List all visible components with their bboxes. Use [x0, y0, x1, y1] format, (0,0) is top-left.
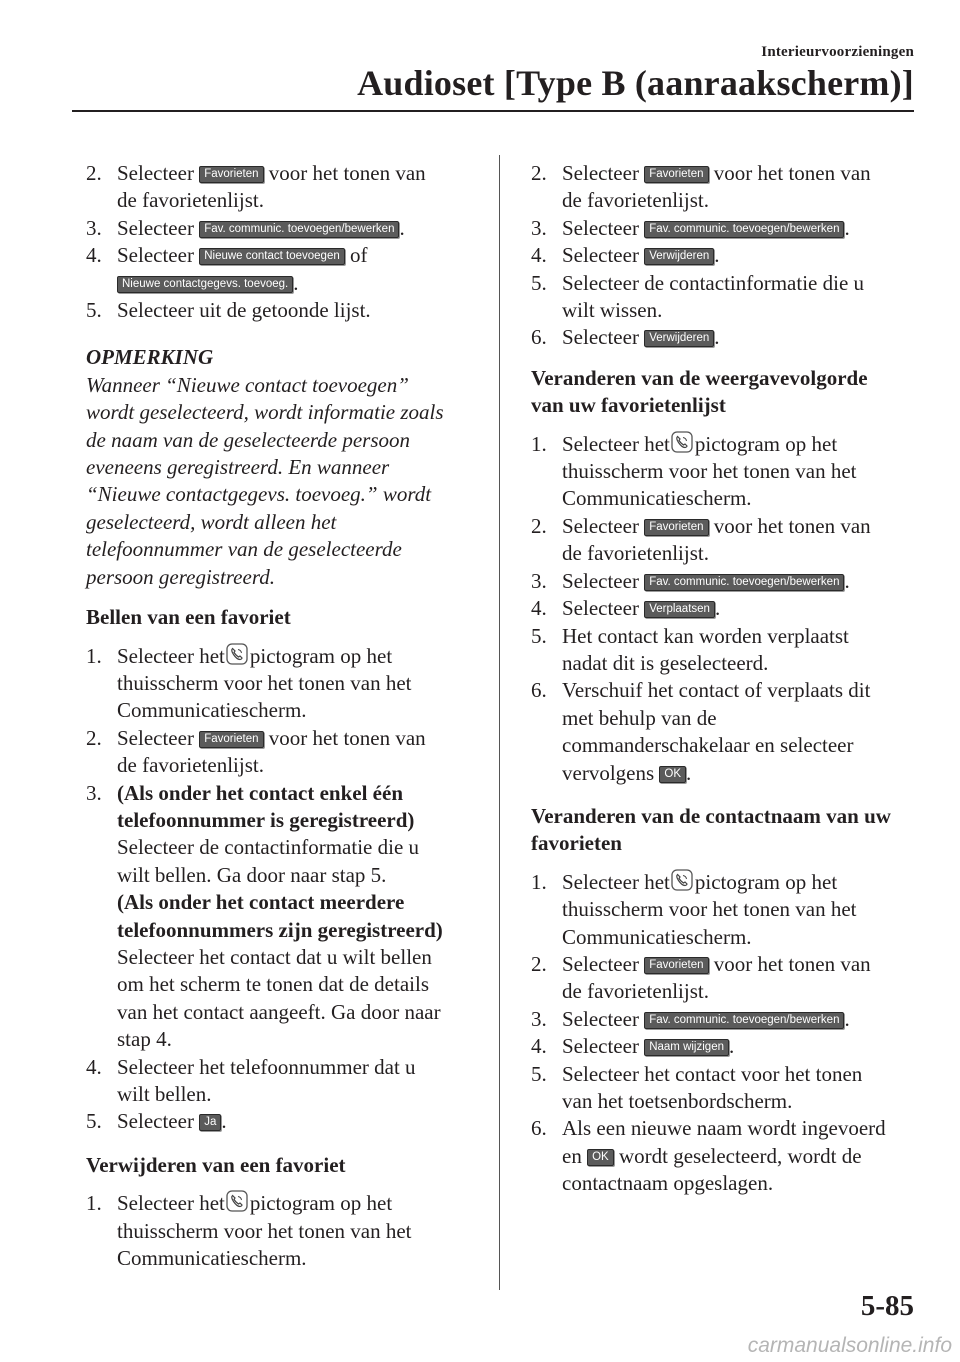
delete-step-1: 1. Selecteer het pictogram op het thuisscherm voor het tonen van het Communicatiescherm. [86, 1191, 412, 1271]
rename-step-4: 4. Selecteer Naam wijzigen . [531, 1034, 735, 1059]
delete-favorite-heading: Verwijderen van een favoriet [86, 1152, 346, 1177]
delete-step-2: 2. Selecteer Favorieten voor het tonen van de favorietenlijst. [531, 161, 871, 213]
note-body: Wanneer “Nieuwe contact toevoegen” wordt geselecteerd, wordt informatie zoals de naam van de geselecteerde persoon eveneens geregistreerd. En wanneer “Nieuwe contactgegevs. toevoeg.” wordt geselecteerd, wordt alleen het telefoonnummer van de geselecteerde persoon geregistreerd. [86, 372, 444, 589]
rename-step-2: 2. Selecteer Favorieten voor het tonen van de favorietenlijst. [531, 951, 871, 1004]
rename-step-3: 3. Selecteer Fav. communic. toevoegen/bewerken . [531, 1006, 850, 1031]
ok-button[interactable]: OK [659, 766, 686, 783]
column-divider [499, 155, 500, 1290]
delete-step-3: 3. Selecteer Fav. communic. toevoegen/bewerken . [531, 215, 850, 240]
order-favorites-heading: Veranderen van de weergavevolgorde van uw favorietenlijst [531, 365, 868, 418]
verwijderen-button[interactable]: Verwijderen [644, 248, 714, 265]
phone-icon[interactable] [671, 431, 693, 453]
delete-step-4: 4. Selecteer Verwijderen . [531, 243, 720, 268]
phone-icon[interactable] [671, 869, 693, 891]
order-step-3: 3. Selecteer Fav. communic. toevoegen/bewerken . [531, 568, 850, 593]
add-step-3: 3. Selecteer Fav. communic. toevoegen/bewerken . [86, 215, 405, 240]
note-title: OPMERKING [86, 345, 214, 370]
left-column [86, 160, 456, 1272]
naam-wijzigen-button[interactable]: Naam wijzigen [644, 1039, 729, 1056]
verwijderen-button[interactable]: Verwijderen [644, 330, 714, 347]
call-step-1: 1. Selecteer het pictogram op het thuisscherm voor het tonen van het Communicatiescherm. [86, 643, 412, 723]
ja-button[interactable]: Ja [199, 1114, 221, 1131]
add-step-5: 5. Selecteer uit de getoonde lijst. [86, 298, 371, 323]
favorieten-button[interactable]: Favorieten [199, 731, 263, 748]
fav-communic-button[interactable]: Fav. communic. toevoegen/bewerken [644, 1012, 844, 1029]
rename-step-6: 6. Als een nieuwe naam wordt ingevoerd en OK wordt geselecteerd, wordt de contactnaam opgeslagen. [531, 1116, 886, 1196]
right-column [531, 160, 901, 1198]
page-number: 5-85 [860, 1290, 914, 1322]
favorieten-button[interactable]: Favorieten [199, 166, 263, 183]
favorieten-button[interactable]: Favorieten [644, 166, 708, 183]
favorieten-button[interactable]: Favorieten [644, 957, 708, 974]
section-name: Interieurvoorzieningen [761, 44, 914, 60]
nieuwe-contact-button[interactable]: Nieuwe contact toevoegen [199, 248, 345, 265]
call-step-3: 3. (Als onder het contact enkel één telefoonnummer is geregistreerd) Selecteer de contactinformatie die u wilt bellen. Ga door naar stap 5. (Als onder het contact meerdere telefoonnummers zijn geregistreerd) Selecteer het contact dat u wilt bellen om het scherm te tonen dat de details van het contact aangeeft. Ga door naar stap 4. [86, 780, 443, 1052]
page-title: Audioset [Type B (aanraakscherm)] [357, 63, 914, 103]
delete-step-5: 5. Selecteer de contactinformatie die u wilt wissen. [531, 270, 865, 323]
call-step-4: 4. Selecteer het telefoonnummer dat u wilt bellen. [86, 1054, 416, 1106]
order-step-1: 1. Selecteer het pictogram op het thuisscherm voor het tonen van het Communicatiescherm. [531, 431, 857, 511]
order-step-6: 6. Verschuif het contact of verplaats dit met behulp van de commanderschakelaar en selecteer vervolgens OK . [531, 678, 871, 785]
order-step-2: 2. Selecteer Favorieten voor het tonen van de favorietenlijst. [531, 513, 871, 566]
header-divider [72, 110, 914, 112]
fav-communic-button[interactable]: Fav. communic. toevoegen/bewerken [644, 221, 844, 238]
call-step-5: 5. Selecteer Ja . [86, 1109, 227, 1134]
rename-favorite-heading: Veranderen van de contactnaam van uw favorieten [531, 803, 891, 856]
fav-communic-button[interactable]: Fav. communic. toevoegen/bewerken [644, 574, 844, 591]
add-step-2: 2. Selecteer Favorieten voor het tonen van de favorietenlijst. [86, 161, 426, 213]
call-favorite-heading: Bellen van een favoriet [86, 605, 291, 630]
ok-button[interactable]: OK [587, 1149, 614, 1166]
watermark: carmanualsonline.info [747, 1334, 952, 1357]
call-step-2: 2. Selecteer Favorieten voor het tonen van de favorietenlijst. [86, 725, 426, 778]
rename-step-5: 5. Selecteer het contact voor het tonen van het toetsenbordscherm. [531, 1061, 863, 1113]
nieuwe-contactgegevs-button[interactable]: Nieuwe contactgegevs. toevoeg. [117, 276, 293, 293]
phone-icon[interactable] [226, 643, 248, 665]
favorieten-button[interactable]: Favorieten [644, 519, 708, 536]
order-step-4: 4. Selecteer Verplaatsen . [531, 596, 721, 621]
rename-step-1: 1. Selecteer het pictogram op het thuisscherm voor het tonen van het Communicatiescherm. [531, 869, 857, 949]
add-step-4: 4. Selecteer Nieuwe contact toevoegen of Nieuwe contactgegevs. toevoeg. . [86, 243, 368, 295]
fav-communic-button[interactable]: Fav. communic. toevoegen/bewerken [199, 221, 399, 238]
delete-step-6: 6. Selecteer Verwijderen . [531, 325, 720, 350]
verplaatsen-button[interactable]: Verplaatsen [644, 601, 715, 618]
order-step-5: 5. Het contact kan worden verplaatst nadat dit is geselecteerd. [531, 623, 849, 675]
phone-icon[interactable] [226, 1190, 248, 1212]
